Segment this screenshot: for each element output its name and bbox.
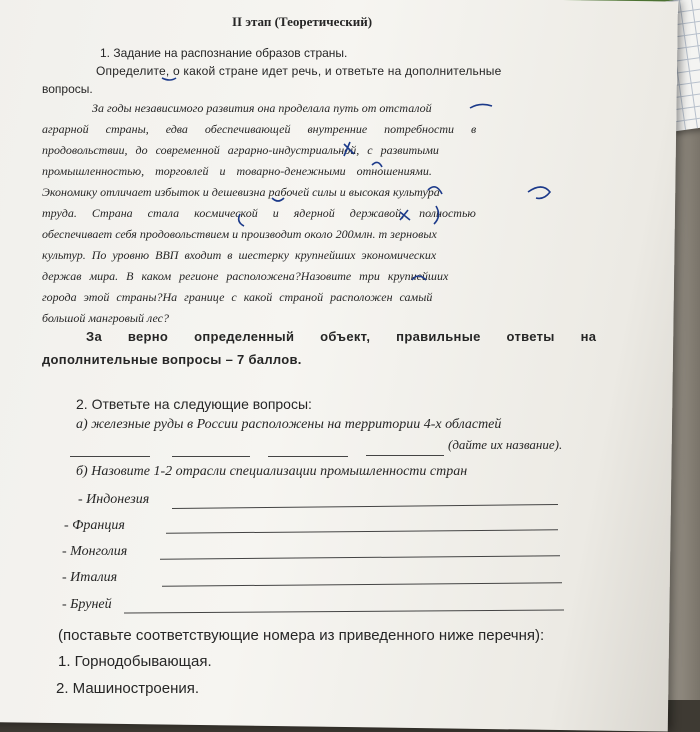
stage-title: II этап (Теоретический)	[232, 14, 373, 29]
paragraph-line: большой мангровый лес?	[42, 311, 169, 325]
paragraph-line: промышленностью, торговлей и товарно-денежными отношениями.	[42, 164, 432, 178]
task2-heading: 2. Ответьте на следующие вопросы:	[76, 396, 312, 412]
country-label: - Италия	[62, 570, 118, 585]
list-item: 2. Машиностроения.	[56, 680, 200, 697]
paragraph-line: Экономику отличает избыток и дешевизна рабочей силы и высокая культура	[42, 185, 440, 199]
paragraph-line: держав мира. В каком регионе расположена?Назовите три крупнейших	[42, 269, 449, 283]
question-a: а) железные руды в России расположены на территории 4-х областей	[76, 417, 502, 432]
paragraph-line: труда. Страна стала космической и ядерной державой, полностью	[42, 206, 476, 220]
country-label: - Франция	[64, 518, 125, 533]
paragraph-line: культур. По уровню ВВП входит в шестерку крупнейших экономических	[42, 248, 437, 262]
list-item: 1. Горнодобывающая.	[58, 653, 212, 670]
country-label: - Бруней	[62, 597, 112, 612]
task1-question: Определите, о какой стране идет речь, и ответьте на дополнительные	[96, 64, 502, 78]
paragraph-line: продовольствии, до современной аграрно-индустриальной, с развитыми	[42, 143, 439, 157]
question-b: б) Назовите 1-2 отрасли специализации промышленности стран	[76, 464, 468, 479]
task1-heading: 1. Задание на распознание образов страны.	[100, 46, 348, 60]
score-line: За верно определенный объект, правильные ответы на	[86, 329, 597, 344]
paragraph-line: города этой страны?На границе с какой страной расположен самый	[42, 290, 433, 304]
country-label: - Монголия	[62, 544, 128, 559]
score-line: дополнительные вопросы – 7 баллов.	[42, 352, 302, 367]
instruction-text: (поставьте соответствующие номера из приведенного ниже перечня):	[58, 627, 545, 644]
task1-question-cont: вопросы.	[42, 82, 93, 96]
country-label: - Индонезия	[78, 492, 150, 507]
paragraph-line: За годы независимого развития она проделала путь от отсталой	[92, 101, 432, 115]
paragraph-line: обеспечивает себя продовольствием и производит около 200млн. т зерновых	[42, 227, 437, 241]
hint-text: (дайте их название).	[448, 437, 563, 452]
paragraph-line: аграрной страны, едва обеспечивающей внутренние потребности в	[42, 122, 477, 136]
